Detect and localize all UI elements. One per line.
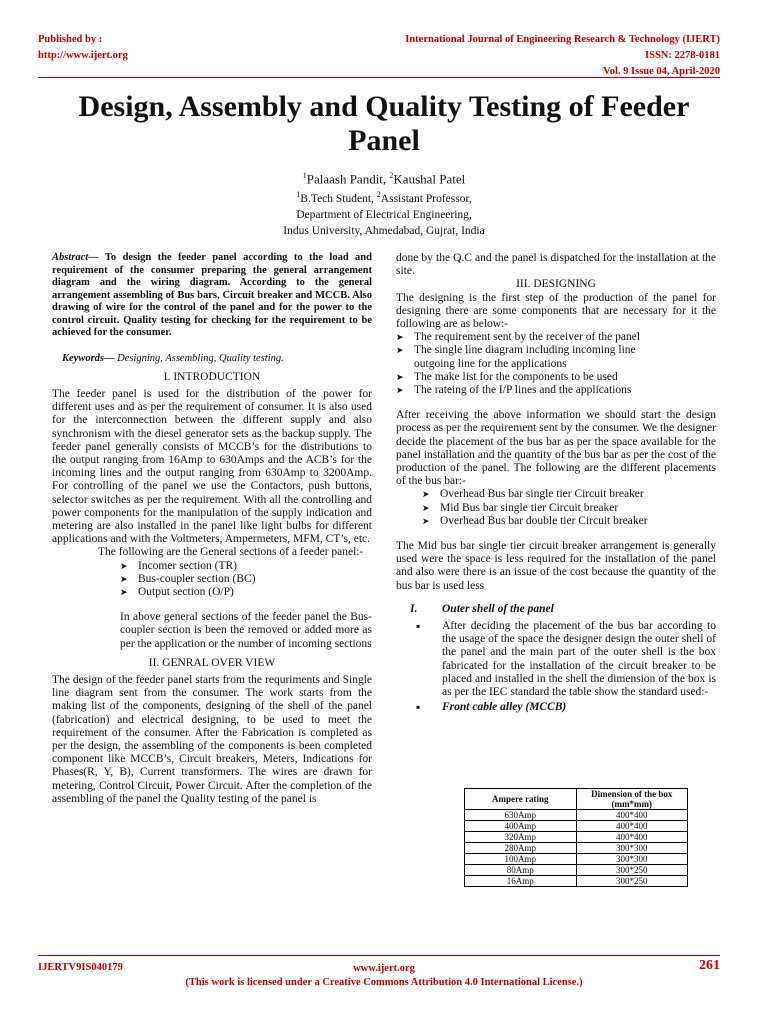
cell-box-dimension: 400*400 bbox=[576, 832, 688, 843]
header-left bbox=[38, 32, 128, 64]
header-divider bbox=[38, 77, 720, 78]
abstract: Abstract— To design the feeder panel according to the load and requirement of the consumer preparing the general arrangement diagram and the wiring diagram. According to the general arrangement assembling of Bus bars, Circuit breaker and MCCB. Also drawing of wire for the control of the panel and for the power to the control circuit. Quality testing for checking for the requirement to be achieved for the consumer. bbox=[52, 252, 372, 338]
intro-sections-block bbox=[98, 546, 372, 650]
author-block bbox=[40, 168, 728, 239]
footer-url-link[interactable]: www.ijert.org bbox=[353, 963, 415, 974]
box-dimension-table-wrap bbox=[464, 788, 688, 887]
overview-paragraph: The design of the feeder panel starts from the requriments and Single line diagram sent from the consumer. The work starts from the making list of the components, designing of the shell of the panel (fabrication) and electrical designing, to be used to meet the requirement of the consumer. After the Fabrication is completed as per the design, the assembling of the components is been completed component like MCCB’s, Circuit breakers, Meters, Indications for Phases(R, Y, B), Current transformers. The wires are drawn for metering, Control Circuit, Power Circuit. After the completion of the assembling of the panel the Quality testing of the panel is bbox=[52, 673, 372, 805]
list-item: ➤ The make list for the components to be used bbox=[396, 371, 716, 384]
table-row bbox=[465, 832, 688, 843]
table-row bbox=[465, 854, 688, 865]
list-item: ➤ Output section (O/P) bbox=[120, 586, 372, 599]
cell-ampere-rating: 280Amp bbox=[465, 843, 577, 854]
author-names: $^1$Palaash Pandit, $^2$Kaushal Patel bbox=[302, 171, 466, 187]
footer-center bbox=[0, 962, 768, 990]
left-column bbox=[52, 252, 372, 806]
intro-paragraph-1: The feeder panel is used for the distribution of the power for different uses and as per the requirement of consumer. It is also used for the interconnection between the different supply and also synchronism with the diesel generator sets as the backup supply. The feeder panel generally consists of MCCB’s for the distributions to the output ranging from 16Amp to 630Amps and the ACB’s for the incoming lines and the output ranging from 630Amp to 3200Amp. For controlling of the panel we use the Contactors, push buttons, selector switches as per the requirement. With all the controlling and power components for the manipulation of the supply indication and metering are also installed in the panel like light bulbs for different applications and with the Voltmeters, Ampermeters, MFM, CT’s, etc. bbox=[52, 387, 372, 546]
design-inputs-list bbox=[396, 331, 716, 397]
list-item: ➤ The rateing of the I/P lines and the applications bbox=[396, 384, 716, 397]
table-row bbox=[465, 876, 688, 887]
intro-paragraph-2: The following are the General sections of a feeder panel:- bbox=[98, 546, 364, 559]
designing-paragraph-2: After receiving the above information we should start the design process as per the requirement sent by the consumer. We the designer decide the placement of the bus bar as per the space available for the panel installation and the quantity of the bus bar as per the cost of the production of the panel. The following are the different placements of the bus bar:- bbox=[396, 409, 716, 488]
paper-title: Design, Assembly and Quality Testing of Feeder Panel bbox=[78, 90, 690, 157]
table-row bbox=[465, 821, 688, 832]
cell-box-dimension: 400*400 bbox=[576, 821, 688, 832]
author-university: Indus University, Ahmedabad, Gujrat, India bbox=[283, 225, 485, 238]
right-column bbox=[396, 252, 716, 715]
keywords: Keywords— Designing, Assembling, Quality testing. bbox=[62, 352, 284, 364]
paper-id: IJERTV9IS040179 bbox=[38, 962, 123, 973]
page-number: 261 bbox=[699, 958, 720, 973]
header-ampere-rating: Ampere rating bbox=[465, 789, 577, 810]
section-heading-overview: II. GENRAL OVER VIEW bbox=[148, 656, 276, 669]
designing-paragraph-3: The Mid bus bar single tier circuit breaker arrangement is generally used were the space is less required for the installation of the panel and also were there is an issue of the cost because the quantity of the bus bar is used less bbox=[396, 540, 716, 592]
cell-box-dimension: 300*250 bbox=[576, 865, 688, 876]
journal-url-link[interactable]: http://www.ijert.org bbox=[38, 50, 128, 61]
header-right bbox=[405, 32, 720, 80]
section-heading-designing: III. DESIGNING bbox=[516, 278, 596, 291]
table-row bbox=[465, 865, 688, 876]
list-item: ➤ The single line diagram including incoming line outgoing line for the applications bbox=[396, 344, 716, 370]
cell-ampere-rating: 400Amp bbox=[465, 821, 577, 832]
overview-paragraph-continued: done by the Q.C and the panel is dispatched for the installation at the site. bbox=[396, 252, 716, 278]
header-box-dimension: Dimension of the box (mm*mm) bbox=[576, 789, 688, 810]
author-roles: $^1$B.Tech Student, $^2$Assistant Professor, bbox=[296, 190, 472, 206]
section-heading-introduction: I. INTRODUCTION bbox=[163, 370, 261, 383]
designing-paragraph-1: The designing is the first step of the production of the panel for designing there are some components that are necessary for it the following are as below:- bbox=[396, 291, 716, 331]
cell-ampere-rating: 100Amp bbox=[465, 854, 577, 865]
cell-box-dimension: 400*400 bbox=[576, 810, 688, 821]
license-note: (This work is licensed under a Creative Commons Attribution 4.0 International License.) bbox=[185, 977, 583, 988]
journal-name: International Journal of Engineering Research & Technology (IJERT) bbox=[405, 34, 720, 45]
intro-paragraph-3: In above general sections of the feeder panel the Bus-coupler section is been the removed or added more as per the application or the number of incoming sections bbox=[120, 611, 372, 650]
front-cable-alley-item: ▪ Front cable alley (MCCB) bbox=[414, 701, 716, 714]
author-department: Department of Electrical Engineering, bbox=[296, 209, 472, 222]
table-row bbox=[465, 810, 688, 821]
list-item: ➤ Bus-coupler section (BC) bbox=[120, 573, 372, 586]
busbar-placement-list bbox=[422, 488, 716, 528]
issn: ISSN: 2278-0181 bbox=[645, 50, 720, 61]
cell-ampere-rating: 320Amp bbox=[465, 832, 577, 843]
cell-box-dimension: 300*300 bbox=[576, 843, 688, 854]
list-item: ➤ Overhead Bus bar double tier Circuit breaker bbox=[422, 515, 716, 528]
cell-ampere-rating: 630Amp bbox=[465, 810, 577, 821]
list-item: ➤ Incomer section (TR) bbox=[120, 560, 372, 573]
cell-box-dimension: 300*300 bbox=[576, 854, 688, 865]
cell-ampere-rating: 16Amp bbox=[465, 876, 577, 887]
list-item: ➤ Overhead Bus bar single tier Circuit breaker bbox=[422, 488, 716, 501]
list-item: ➤ The requirement sent by the receiver of the panel bbox=[396, 331, 716, 344]
list-item: ➤ Mid Bus bar single tier Circuit breaker bbox=[422, 502, 716, 515]
table-body bbox=[465, 810, 688, 887]
table-row bbox=[465, 843, 688, 854]
subsection-heading-outer-shell: I. Outer shell of the panel bbox=[410, 602, 554, 615]
outer-shell-paragraph: ▪ After deciding the placement of the bus bar according to the usage of the space the designer design the outer shell of the panel and the main part of the outer shell is the box fabricated for the installation of the circuit breaker to be placed and installed in the shell the dimension of the box is as per the IEC standard the table show the standard used:- bbox=[414, 620, 716, 699]
table-header-row bbox=[465, 789, 688, 810]
published-by: Published by : bbox=[38, 34, 103, 45]
footer-divider bbox=[38, 955, 720, 956]
volume-issue: Vol. 9 Issue 04, April-2020 bbox=[603, 66, 720, 77]
cell-ampere-rating: 80Amp bbox=[465, 865, 577, 876]
panel-sections-list bbox=[120, 560, 372, 600]
box-dimension-table bbox=[464, 788, 688, 887]
cell-box-dimension: 300*250 bbox=[576, 876, 688, 887]
